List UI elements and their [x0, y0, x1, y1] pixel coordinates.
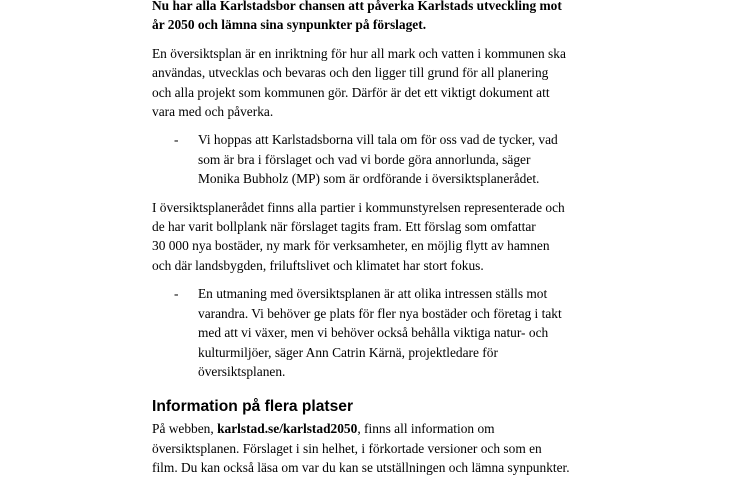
text-line-suffix: , finns all information om — [357, 421, 495, 437]
quote-dash: - — [174, 132, 179, 148]
quote-line: med att vi växer, men vi behöver också behålla viktiga natur- och — [198, 325, 549, 341]
text-line: och alla projekt som kommunen gör. Därför är det ett viktigt dokument att — [152, 84, 550, 100]
body-paragraph-2 — [152, 198, 622, 276]
text-line: I översiktsplanerådet finns alla partier i kommunstyrelsen representerade och — [152, 199, 565, 215]
body-paragraph-3 — [152, 419, 622, 477]
document-page — [152, 0, 622, 487]
quote-1 — [152, 130, 622, 188]
text-line: vara med och påverka. — [152, 104, 274, 120]
quote-line: som är bra i förslaget och vad vi borde göra annorlunda, säger — [198, 151, 531, 167]
body-paragraph-1 — [152, 44, 622, 122]
quote-line: översiktsplanen. — [198, 363, 286, 379]
text-line-prefix: På webben, — [152, 421, 218, 437]
text-line: och där landsbygden, friluftslivet och klimatet har stort fokus. — [152, 257, 484, 273]
quote-line: En utmaning med översiktsplanen är att olika intressen ställs mot — [198, 286, 548, 302]
lead-paragraph — [152, 0, 622, 35]
quote-2 — [152, 284, 622, 381]
lead-line: år 2050 och lämna sina synpunkter på förslaget. — [152, 17, 427, 33]
text-line: En översiktsplan är en inriktning för hur all mark och vatten i kommunen ska — [152, 45, 566, 61]
text-line: film. Du kan också läsa om var du kan se utställningen och lämna synpunkter. — [152, 460, 570, 476]
lead-line: Nu har alla Karlstadsbor chansen att påverka Karlstads utveckling mot — [152, 0, 562, 13]
website-link[interactable]: karlstad.se/karlstad2050 — [217, 421, 358, 437]
section-heading: Information på flera platser — [152, 398, 354, 416]
text-line: översiktsplanen. Förslaget i sin helhet, i förkortade versioner och som en — [152, 440, 542, 456]
text-line: de har varit bollplank när förslaget tagits fram. Ett förslag som omfattar — [152, 219, 536, 235]
text-line: användas, utvecklas och bevaras och den ligger till grund för all planering — [152, 65, 549, 81]
quote-line: kulturmiljöer, säger Ann Catrin Kärnä, projektledare för — [198, 344, 498, 360]
quote-line: Vi hoppas att Karlstadsborna vill tala om för oss vad de tycker, vad — [198, 132, 558, 148]
quote-line: varandra. Vi behöver ge plats för fler nya bostäder och företag i takt — [198, 305, 562, 321]
quote-line: Monika Bubholz (MP) som är ordförande i översiktsplanerådet. — [198, 171, 540, 187]
text-line: 30 000 nya bostäder, ny mark för verksamheter, en möjlig flytt av hamnen — [152, 238, 550, 254]
quote-dash: - — [174, 286, 179, 302]
